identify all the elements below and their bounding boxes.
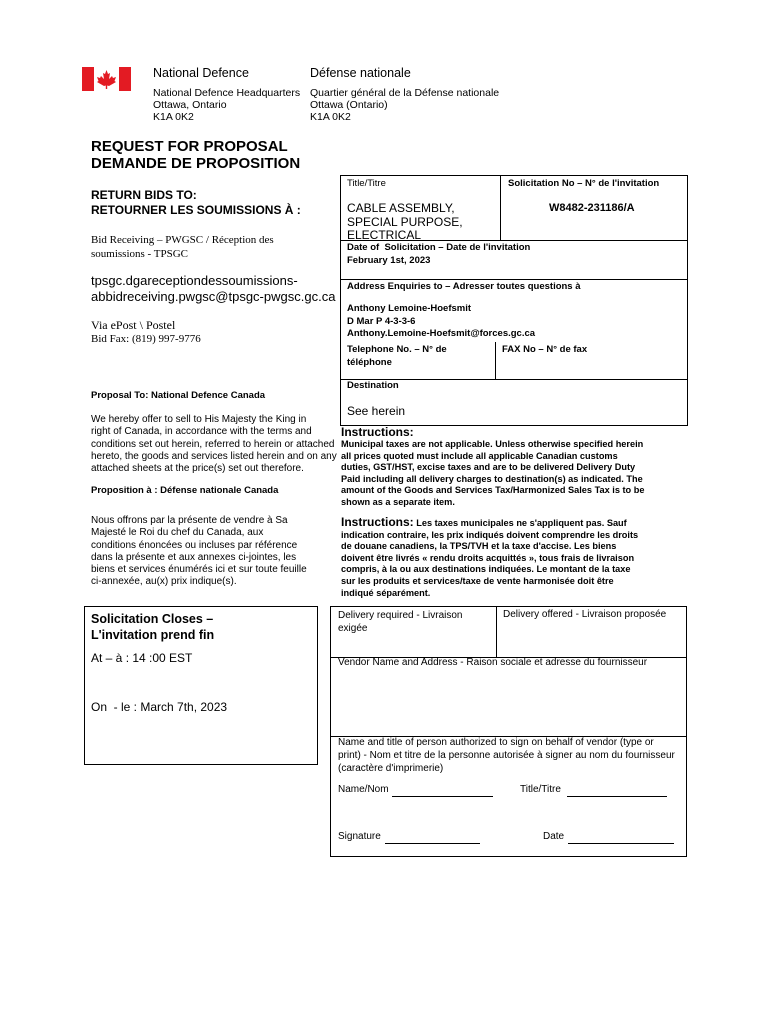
closing-date: On - le : March 7th, 2023 bbox=[91, 700, 228, 714]
body-line: We hereby offer to sell to His Majesty the King in bbox=[91, 414, 307, 425]
instr-line: sur les produits et services/taxe de vente harmonisée doit être bbox=[341, 575, 614, 586]
name-label: Name/Nom bbox=[338, 784, 389, 795]
hq-line: K1A 0K2 bbox=[310, 111, 351, 123]
closes-title-en: Solicitation Closes – bbox=[91, 612, 214, 626]
delivery-required-label bbox=[338, 609, 463, 635]
title-field[interactable] bbox=[567, 796, 667, 797]
title-fr: DEMANDE DE PROPOSITION bbox=[91, 155, 301, 172]
bid-email-line: abbidreceiving.pwgsc@tpsgc-pwgsc.gc.ca bbox=[91, 289, 336, 304]
body-line: ci-annexée, au(x) prix indique(s). bbox=[91, 576, 237, 588]
instructions-body-en bbox=[341, 439, 644, 509]
hq-line: Ottawa (Ontario) bbox=[310, 99, 388, 111]
signature-label: Signature bbox=[338, 831, 381, 842]
body-line: Majesté le Roi du chef du Canada, aux bbox=[91, 527, 264, 539]
body-line: hereto, the goods and services listed herein and on any bbox=[91, 450, 337, 462]
dept-name-en: National Defence bbox=[153, 66, 249, 80]
solicitation-no-value: W8482-231186/A bbox=[549, 202, 635, 214]
bid-email bbox=[91, 273, 335, 305]
return-bids-fr: RETOURNER LES SOUMISSIONS À : bbox=[91, 203, 301, 217]
authorized-line: print) - Nom et titre de la personne autorisée à signer au nom du fournisseur bbox=[338, 750, 675, 761]
instr-line bbox=[341, 517, 638, 530]
delivery-required-line: exigée bbox=[338, 623, 368, 634]
tel-fax-divider bbox=[495, 342, 496, 380]
date-label: Date of Solicitation – Date de l'invitation bbox=[347, 242, 531, 253]
proposal-to-body-fr bbox=[91, 515, 307, 589]
return-bids-en: RETURN BIDS TO: bbox=[91, 188, 197, 202]
bid-receiving-line: Bid Receiving – PWGSC / Réception des bbox=[91, 234, 274, 246]
proposition-heading: Proposition à : Défense nationale Canada bbox=[91, 485, 279, 496]
tel-label-line: téléphone bbox=[347, 356, 392, 368]
title-line: SPECIAL PURPOSE, bbox=[347, 214, 463, 229]
document-title bbox=[91, 138, 300, 172]
instr-line: Paid including all delivery charges to destination(s) as indicated. The bbox=[341, 473, 643, 484]
via-epost: Via ePost \ Postel bbox=[91, 318, 176, 332]
date-field-label: Date bbox=[543, 831, 565, 842]
canada-flag-icon bbox=[82, 67, 131, 91]
authorized-line: Name and title of person authorized to sign on behalf of vendor (type or bbox=[338, 737, 654, 748]
instr-line: indiqué séparément. bbox=[341, 587, 431, 598]
tel-label-line: Telephone No. – N° de bbox=[347, 344, 447, 355]
proposal-to-body-en bbox=[91, 414, 337, 475]
title-line: ELECTRICAL bbox=[347, 228, 422, 242]
title-en: REQUEST FOR PROPOSAL bbox=[91, 138, 288, 155]
contact-email: Anthony.Lemoine-Hoefsmit@forces.gc.ca bbox=[347, 328, 536, 339]
destination-value: See herein bbox=[347, 404, 406, 418]
solicitation-closes-title bbox=[91, 611, 214, 643]
vendor-name-box[interactable] bbox=[330, 657, 687, 737]
bid-receiving-line: soumissions - TPSGC bbox=[91, 248, 188, 260]
instr-line: shown as a separate item. bbox=[341, 496, 455, 507]
instructions-heading-fr: Instructions: bbox=[341, 515, 414, 529]
title-value bbox=[347, 202, 463, 243]
hq-line: Ottawa, Ontario bbox=[153, 99, 227, 111]
contact-office: D Mar P 4-3-3-6 bbox=[347, 315, 416, 327]
proposal-to-heading: Proposal To: National Defence Canada bbox=[91, 390, 266, 401]
contact-info bbox=[347, 303, 535, 341]
date-value: February 1st, 2023 bbox=[347, 255, 431, 266]
body-line: attached sheets at the price(s) set out therefore. bbox=[91, 463, 304, 475]
instr-line: doivent être livrés « rendu droits acquittés », tous frais de livraison bbox=[341, 552, 635, 563]
bid-receiving bbox=[91, 233, 274, 261]
vendor-name-label: Vendor Name and Address - Raison sociale et adresse du fournisseur bbox=[338, 657, 648, 668]
closes-title-fr: L'invitation prend fin bbox=[91, 628, 215, 642]
body-line: right of Canada, in accordance with the terms and bbox=[91, 426, 312, 438]
hq-address-fr bbox=[310, 87, 499, 123]
authorized-line: (caractère d'imprimerie) bbox=[338, 763, 444, 774]
closing-time: At – à : 14 :00 EST bbox=[91, 651, 193, 665]
hq-line: K1A 0K2 bbox=[153, 111, 194, 123]
instr-line: compris, à la ou aux destinations indiquées. Le montant de la taxe bbox=[341, 564, 631, 575]
hq-line: Quartier général de la Défense nationale bbox=[310, 87, 500, 99]
name-field[interactable] bbox=[392, 796, 493, 797]
instr-line: all prices quoted must include all applicable Canadian customs bbox=[341, 450, 618, 461]
instr-line: amount of the Goods and Services Tax/Harmonized Sales Tax is to be bbox=[341, 485, 645, 496]
instr-line: Municipal taxes are not applicable. Unless otherwise specified herein bbox=[341, 439, 644, 449]
bid-fax: Bid Fax: (819) 997-9776 bbox=[91, 333, 201, 345]
bid-email-line: tpsgc.dgareceptiondessoumissions- bbox=[91, 273, 298, 288]
title-label: Title/Titre bbox=[347, 178, 386, 189]
instructions-heading-en: Instructions: bbox=[341, 425, 414, 439]
body-line: Nous offrons par la présente de vendre à Sa bbox=[91, 515, 288, 526]
date-field[interactable] bbox=[568, 843, 674, 844]
body-line: biens et services énumérés ici et sur toute feuille bbox=[91, 564, 307, 576]
instr-fr-first: Les taxes municipales ne s'appliquent pas. Sauf bbox=[413, 518, 627, 528]
signature-field[interactable] bbox=[385, 843, 480, 844]
return-bids-heading bbox=[91, 188, 301, 218]
body-line: dans la présente et aux annexes ci-jointes, les bbox=[91, 551, 297, 563]
hq-address-en bbox=[153, 87, 300, 123]
body-line: conditions set out herein, referred to herein or attached bbox=[91, 438, 335, 450]
instr-line: de douane canadiens, la TPS/TVH et la taxe d'accise. Les biens bbox=[341, 541, 617, 552]
fax-label: FAX No – N° de fax bbox=[502, 344, 588, 355]
instr-line: duties, GST/HST, excise taxes and are to be delivered Delivery Duty bbox=[341, 462, 636, 473]
instructions-body-fr bbox=[341, 517, 638, 599]
solicitation-no-label: Solicitation No – N° de l'invitation bbox=[508, 178, 660, 189]
dept-name-fr: Défense nationale bbox=[310, 66, 411, 80]
destination-label: Destination bbox=[347, 380, 399, 391]
delivery-offered-label: Delivery offered - Livraison proposée bbox=[503, 609, 667, 620]
delivery-required-line: Delivery required - Livraison bbox=[338, 610, 463, 621]
authorized-label bbox=[338, 736, 675, 775]
telephone-label bbox=[347, 344, 447, 369]
title-line: CABLE ASSEMBLY, bbox=[347, 201, 455, 215]
body-line: conditions énoncées ou incluses par référence bbox=[91, 539, 298, 551]
contact-name: Anthony Lemoine-Hoefsmit bbox=[347, 303, 472, 314]
instr-line: indication contraire, les prix indiqués doivent comprendre les droits bbox=[341, 529, 639, 540]
enquiries-label: Address Enquiries to – Adresser toutes questions à bbox=[347, 281, 581, 292]
title-field-label: Title/Titre bbox=[520, 784, 561, 795]
hq-line: National Defence Headquarters bbox=[153, 87, 301, 99]
